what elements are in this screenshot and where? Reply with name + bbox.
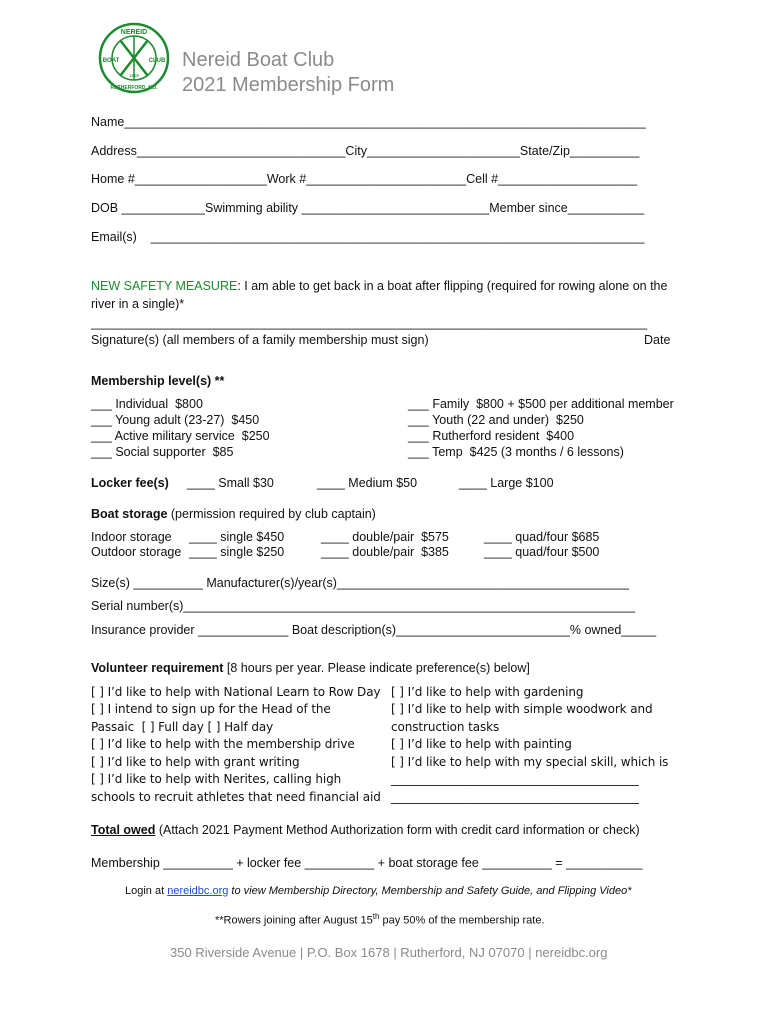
- logo-left-text: BOAT: [102, 58, 120, 64]
- logo-bottom-text: RUTHERFORD, N.J.: [110, 85, 158, 91]
- login-prefix: Login at: [125, 885, 168, 897]
- login-suffix: to view Membership Directory, Membership and Safety Guide, and Flipping Video*: [228, 885, 632, 897]
- safety-label: NEW SAFETY MEASURE: [91, 279, 238, 293]
- indoor-double[interactable]: ____ double/pair $575: [321, 530, 449, 544]
- indoor-storage-label: Indoor storage: [91, 530, 172, 544]
- locker-small[interactable]: ____ Small $30: [187, 476, 274, 490]
- signature-line[interactable]: ________________________________________________________________________________: [91, 316, 648, 330]
- volunteer-option[interactable]: [ ] I’d like to help with gardening: [391, 685, 584, 699]
- volunteer-note: [8 hours per year. Please indicate preference(s) below]: [223, 661, 530, 675]
- insurance-field[interactable]: Insurance provider _____________ Boat description(s)_________________________% owned_____: [91, 623, 657, 637]
- rowers-note-suffix: pay 50% of the membership rate.: [379, 914, 545, 927]
- locker-label: Locker fee(s): [91, 476, 169, 490]
- membership-option[interactable]: ___ Temp $425 (3 months / 6 lessons): [408, 445, 624, 459]
- outdoor-quad[interactable]: ____ quad/four $500: [484, 545, 600, 559]
- locker-medium[interactable]: ____ Medium $50: [317, 476, 418, 490]
- volunteer-option[interactable]: Passaic [ ] Full day [ ] Half day: [91, 720, 274, 734]
- logo-top-text: NEREID: [120, 29, 148, 36]
- boat-storage-label: Boat storage: [91, 507, 168, 521]
- volunteer-heading: [91, 661, 530, 675]
- membership-option[interactable]: ___ Rutherford resident $400: [408, 429, 575, 443]
- membership-option[interactable]: ___ Individual $800: [91, 397, 203, 411]
- signature-label: Signature(s) (all members of a family membership must sign): [91, 333, 429, 347]
- total-owed-label: Total owed: [91, 823, 156, 837]
- dob-swimming-field[interactable]: DOB ____________Swimming ability ___________________________Member since___________: [91, 201, 645, 215]
- volunteer-option[interactable]: construction tasks: [391, 720, 500, 734]
- rowers-note: [215, 912, 545, 927]
- total-owed-heading: [91, 823, 640, 837]
- volunteer-option[interactable]: [ ] I’d like to help with painting: [391, 737, 572, 751]
- outdoor-storage-label: Outdoor storage: [91, 545, 182, 559]
- special-skill-line[interactable]: __________________________________________: [391, 790, 639, 804]
- rowers-note-sup: th: [372, 912, 380, 921]
- form-title: 2021 Membership Form: [182, 74, 395, 96]
- indoor-single[interactable]: ____ single $450: [189, 530, 285, 544]
- address-field[interactable]: Address______________________________City______________________State/Zip__________: [91, 144, 640, 158]
- volunteer-option[interactable]: schools to recruit athletes that need financial aid: [91, 790, 381, 804]
- volunteer-option[interactable]: [ ] I intend to sign up for the Head of the: [91, 702, 331, 716]
- footer-address: 350 Riverside Avenue | P.O. Box 1678 | Rutherford, NJ 07070 | nereidbc.org: [170, 945, 608, 960]
- outdoor-double[interactable]: ____ double/pair $385: [321, 545, 449, 559]
- membership-option[interactable]: ___ Family $800 + $500 per additional member: [408, 397, 674, 411]
- email-field[interactable]: Email(s) _______________________________________________________________________: [91, 230, 645, 244]
- locker-large[interactable]: ____ Large $100: [459, 476, 554, 490]
- volunteer-option[interactable]: [ ] I’d like to help with my special skill, which is: [391, 755, 669, 769]
- club-name: Nereid Boat Club: [182, 49, 335, 71]
- volunteer-option[interactable]: [ ] I’d like to help with the membership drive: [91, 737, 355, 751]
- volunteer-option[interactable]: [ ] I’d like to help with Nerites, calling high: [91, 772, 342, 786]
- phone-fields[interactable]: Home #___________________Work #_______________________Cell #____________________: [91, 172, 638, 186]
- membership-option[interactable]: ___ Youth (22 and under) $250: [408, 413, 584, 427]
- special-skill-line[interactable]: __________________________________________: [391, 772, 639, 786]
- membership-option[interactable]: ___ Young adult (23-27) $450: [91, 413, 260, 427]
- membership-option[interactable]: ___ Active military service $250: [91, 429, 270, 443]
- logo-year: 1866: [128, 73, 140, 78]
- total-calculation-line[interactable]: Membership __________ + locker fee __________ + boat storage fee __________ = ___________: [91, 856, 643, 870]
- login-note: [125, 885, 631, 897]
- volunteer-option[interactable]: [ ] I’d like to help with simple woodwork and: [391, 702, 653, 716]
- outdoor-single[interactable]: ____ single $250: [189, 545, 285, 559]
- boat-size-field[interactable]: Size(s) __________ Manufacturer(s)/year(s)__________________________________________: [91, 576, 629, 590]
- boat-storage-heading: [91, 507, 376, 521]
- date-label: Date: [644, 333, 671, 347]
- safety-measure: [91, 279, 667, 293]
- volunteer-option[interactable]: [ ] I’d like to help with grant writing: [91, 755, 300, 769]
- club-logo: [98, 22, 170, 94]
- boat-storage-note: (permission required by club captain): [167, 507, 376, 521]
- membership-option[interactable]: ___ Social supporter $85: [91, 445, 234, 459]
- rowers-note-prefix: **Rowers joining after August 15: [215, 914, 373, 927]
- volunteer-option[interactable]: [ ] I’d like to help with National Learn to Row Day: [91, 685, 381, 699]
- serial-number-field[interactable]: Serial number(s)_________________________________________________________________: [91, 599, 636, 613]
- name-field[interactable]: Name___________________________________________________________________________: [91, 115, 646, 129]
- logo-right-text: CLUB: [148, 58, 166, 64]
- safety-text-1: : I am able to get back in a boat after flipping (required for rowing alone on the: [237, 279, 668, 293]
- total-owed-note: (Attach 2021 Payment Method Authorization form with credit card information or check): [155, 823, 640, 837]
- safety-text-2: river in a single)*: [91, 297, 185, 311]
- membership-heading: Membership level(s) **: [91, 374, 225, 388]
- website-link[interactable]: nereidbc.org: [167, 885, 229, 897]
- volunteer-label: Volunteer requirement: [91, 661, 224, 675]
- indoor-quad[interactable]: ____ quad/four $685: [484, 530, 600, 544]
